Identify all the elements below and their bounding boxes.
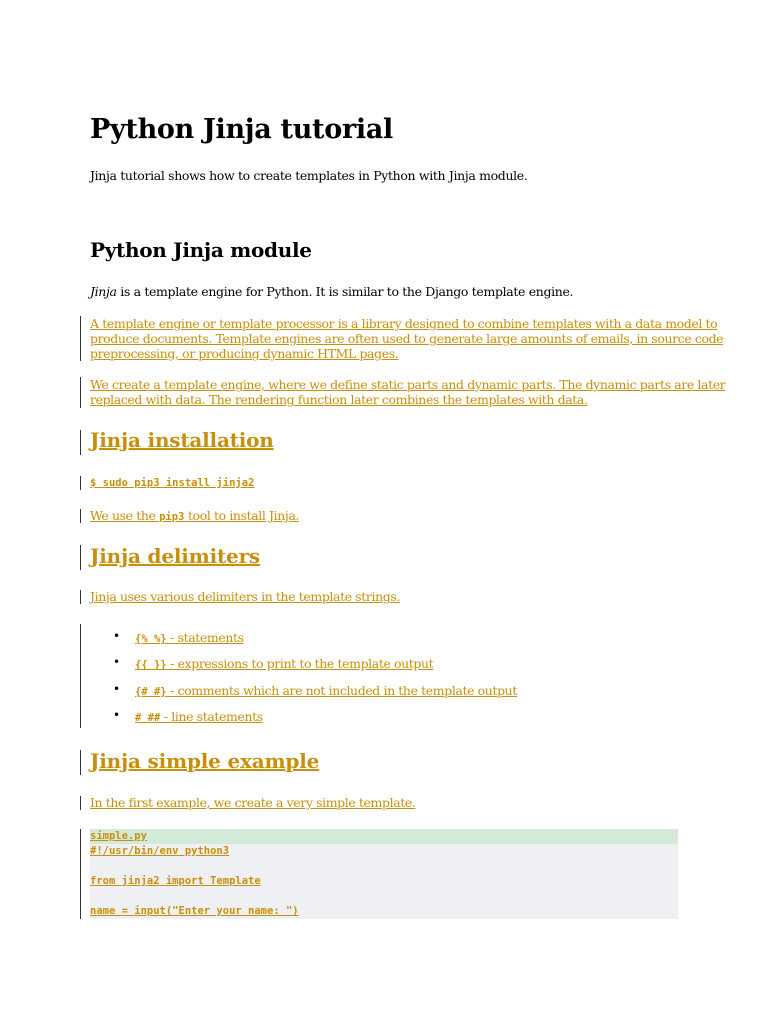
list-item [90,683,517,709]
jinja-term: Jinja [90,284,117,299]
change-bar [80,624,81,728]
create-line: We create a template engine, where we define static parts and dynamic parts. The dynamic parts are later [90,377,726,392]
bullet-icon: • [113,629,120,643]
delimiters-intro[interactable]: Jinja uses various delimiters in the template strings. [90,589,400,604]
change-bar [80,750,81,775]
page-title: Python Jinja tutorial [90,114,393,145]
code-line: #!/usr/bin/env python3 [90,845,230,857]
delimiter-text[interactable]: - statements [166,630,244,645]
install-note[interactable] [90,508,299,525]
change-bar [80,590,81,604]
create-paragraph[interactable] [90,377,725,407]
simple-example-heading[interactable]: Jinja simple example [90,749,320,773]
change-bar [80,509,81,523]
delimiter-code[interactable]: {{ }} [135,659,167,672]
install-note-before: We use the [90,508,160,523]
list-item [90,630,517,656]
install-heading[interactable]: Jinja installation [90,428,274,452]
change-bar [80,796,81,810]
delimiter-text[interactable]: - expressions to print to the template output [166,656,434,672]
code-line [90,889,678,904]
code-block[interactable] [90,829,678,919]
delimiter-code[interactable]: {# #} [135,685,167,698]
simple-example-intro[interactable]: In the first example, we create a very simple template. [90,795,416,810]
engine-line: preprocessing, or producing dynamic HTML pages. [90,346,399,361]
pip3-code: pip3 [159,511,185,523]
list-item [90,709,517,735]
delimiters-heading[interactable]: Jinja delimiters [90,544,260,568]
code-line [90,859,678,874]
engine-line: produce documents. Template engines are often used to generate large amounts of emails, in source code [90,331,724,346]
create-line: replaced with data. The rendering function later combines the templates with data. [90,392,588,407]
change-bar [80,377,81,408]
delimiter-code[interactable]: # ## [135,711,161,724]
bullet-icon: • [113,681,120,696]
engine-paragraph[interactable] [90,316,723,361]
list-item [90,656,517,682]
install-note-after: tool to install Jinja. [184,508,300,523]
delimiter-text[interactable]: - line statements [160,708,263,724]
change-bar [80,316,81,361]
bullet-icon: • [113,707,120,722]
delimiters-list [90,630,517,735]
module-heading: Python Jinja module [90,238,312,262]
install-command[interactable]: $ sudo pip3 install jinja2 [90,477,255,489]
delimiter-text[interactable]: - comments which are not included in the template output [166,682,517,698]
bullet-icon: • [113,655,120,670]
module-paragraph [90,284,573,299]
code-body [90,844,678,919]
intro-paragraph: Jinja tutorial shows how to create templates in Python with Jinja module. [90,168,528,183]
module-paragraph-text: is a template engine for Python. It is similar to the Django template engine. [116,284,574,299]
delimiter-code[interactable]: {% %} [135,633,167,645]
engine-line: A template engine or template processor is a library designed to combine templates with a data model to [90,316,718,331]
change-bar [80,545,81,570]
code-line: from jinja2 import Template [90,875,261,887]
change-bar [80,829,81,919]
change-bar [80,476,81,490]
code-filename: simple.py [90,829,678,844]
change-bar [80,430,81,455]
code-line: name = input("Enter your name: ") [90,905,299,917]
